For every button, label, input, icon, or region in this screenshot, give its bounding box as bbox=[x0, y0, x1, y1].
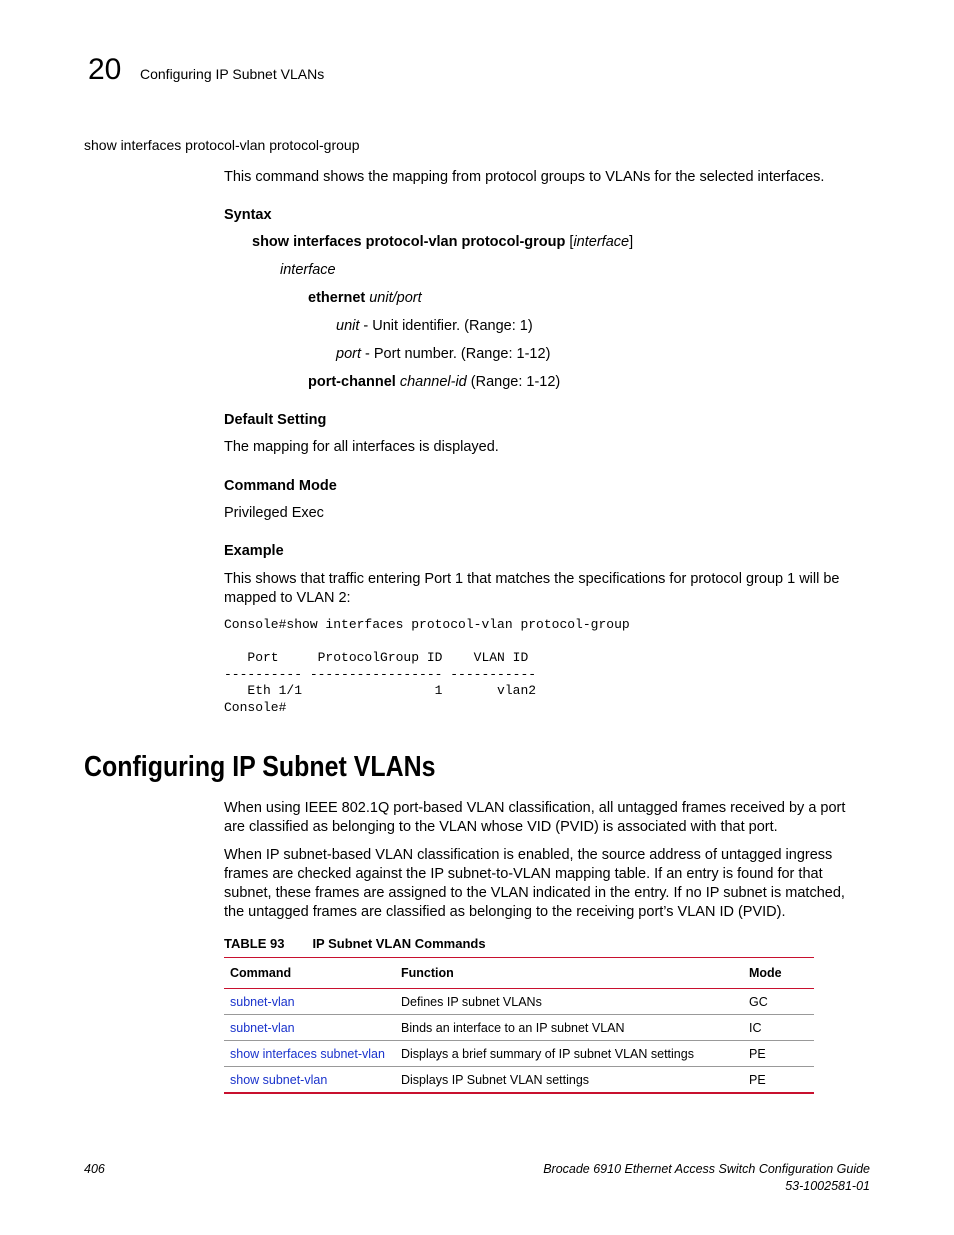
table-row bbox=[224, 1015, 814, 1041]
table-label: TABLE 93 bbox=[224, 936, 285, 951]
mode-cell: GC bbox=[743, 989, 814, 1015]
function-cell: Binds an interface to an IP subnet VLAN bbox=[395, 1015, 743, 1041]
function-cell: Displays IP Subnet VLAN settings bbox=[395, 1067, 743, 1094]
header-function: Function bbox=[395, 958, 743, 989]
command-link[interactable]: subnet-vlan bbox=[224, 989, 395, 1015]
ethernet-line bbox=[308, 289, 422, 308]
doc-number: 53-1002581-01 bbox=[785, 1179, 870, 1193]
port-channel-range: (Range: 1-12) bbox=[466, 374, 561, 390]
command-link[interactable]: show interfaces subnet-vlan bbox=[224, 1041, 395, 1067]
page-number: 406 bbox=[84, 1162, 105, 1176]
param-interface: interface bbox=[280, 262, 336, 278]
table-caption-text: IP Subnet VLAN Commands bbox=[312, 936, 486, 951]
chapter-title: Configuring IP Subnet VLANs bbox=[140, 66, 325, 82]
section-para-1: When using IEEE 802.1Q port-based VLAN classification, all untagged frames received by a port are classified as belonging to the VLAN whose VID (PVID) is associated with that port. bbox=[224, 800, 846, 835]
command-link[interactable]: show subnet-vlan bbox=[224, 1067, 395, 1094]
function-cell: Defines IP subnet VLANs bbox=[395, 989, 743, 1015]
mode-cell: PE bbox=[743, 1041, 814, 1067]
unit-name: unit bbox=[336, 318, 360, 334]
table-header-row bbox=[224, 958, 814, 989]
command-title: show interfaces protocol-vlan protocol-group bbox=[84, 137, 360, 153]
example-heading: Example bbox=[224, 543, 284, 559]
function-cell: Displays a brief summary of IP subnet VLAN settings bbox=[395, 1041, 743, 1067]
default-text: The mapping for all interfaces is displayed. bbox=[224, 439, 499, 455]
example-text: This shows that traffic entering Port 1 that matches the specifications for protocol group 1 will be mapped to VLAN 2: bbox=[224, 571, 840, 606]
port-desc: - Port number. (Range: 1-12) bbox=[361, 346, 551, 362]
syntax-param: interface bbox=[573, 234, 630, 250]
guide-title: Brocade 6910 Ethernet Access Switch Configuration Guide bbox=[543, 1162, 870, 1176]
syntax-open: [ bbox=[565, 234, 574, 250]
syntax-heading: Syntax bbox=[224, 207, 272, 223]
mode-cell: IC bbox=[743, 1015, 814, 1041]
mode-cell: PE bbox=[743, 1067, 814, 1094]
table-row bbox=[224, 1067, 814, 1094]
section-title: Configuring IP Subnet VLANs bbox=[84, 751, 436, 783]
chapter-number: 20 bbox=[88, 53, 122, 86]
table-caption bbox=[224, 936, 486, 951]
header-mode: Mode bbox=[743, 958, 814, 989]
command-link[interactable]: subnet-vlan bbox=[224, 1015, 395, 1041]
command-description: This command shows the mapping from protocol groups to VLANs for the selected interfaces. bbox=[224, 169, 825, 185]
commands-table bbox=[224, 957, 814, 1094]
port-channel-line bbox=[308, 373, 560, 392]
console-output: Console#show interfaces protocol-vlan protocol-group Port ProtocolGroup ID VLAN ID ---------- ----------------- ----------- Eth 1/1 1 vlan2 Console# bbox=[224, 617, 630, 715]
ethernet-arg: unit/port bbox=[365, 290, 422, 306]
unit-line bbox=[336, 317, 533, 336]
mode-text: Privileged Exec bbox=[224, 505, 324, 521]
header-command: Command bbox=[224, 958, 395, 989]
port-channel-arg: channel-id bbox=[395, 374, 467, 390]
syntax-close: ] bbox=[629, 234, 634, 250]
syntax-command: show interfaces protocol-vlan protocol-group bbox=[252, 234, 566, 250]
mode-heading: Command Mode bbox=[224, 478, 337, 494]
unit-desc: - Unit identifier. (Range: 1) bbox=[359, 318, 533, 334]
port-name: port bbox=[336, 346, 361, 362]
table-row bbox=[224, 989, 814, 1015]
port-line bbox=[336, 345, 550, 364]
ethernet-keyword: ethernet bbox=[308, 290, 366, 306]
syntax-line bbox=[252, 233, 633, 252]
port-channel-keyword: port-channel bbox=[308, 374, 396, 390]
table-row bbox=[224, 1041, 814, 1067]
section-para-2: When IP subnet-based VLAN classification is enabled, the source address of untagged ingress frames are checked against the IP subnet-to-VLAN mapping table. If an entry is found for that subnet, these frames are assigned to the VLAN indicated in the entry. If no IP subnet is matched, the untagged frames are classified as belonging to the receiving port’s VLAN ID (PVID). bbox=[224, 847, 845, 920]
default-heading: Default Setting bbox=[224, 412, 327, 428]
